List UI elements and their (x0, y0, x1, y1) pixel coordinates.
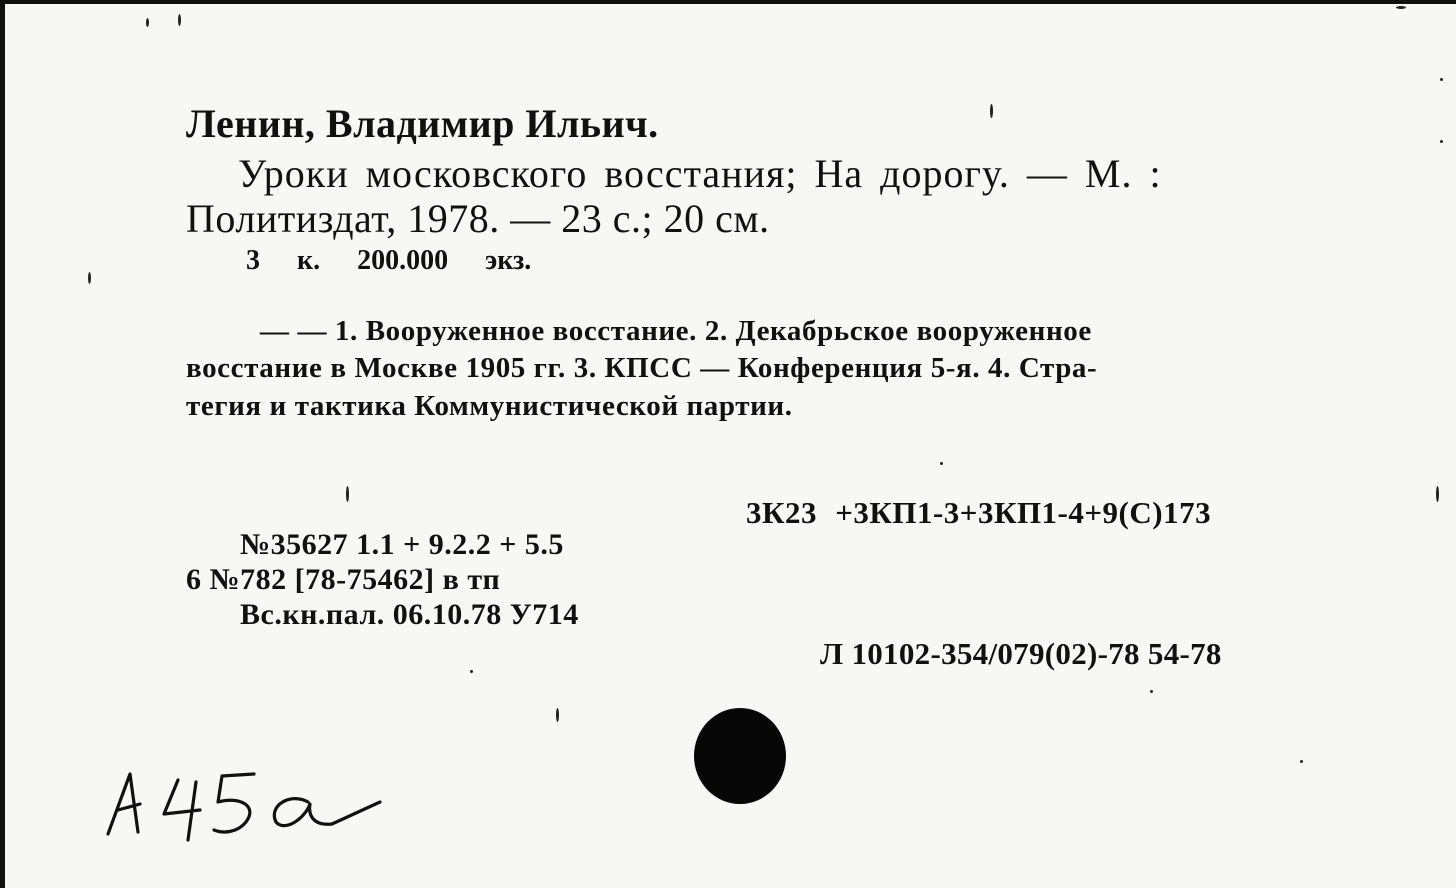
paper-speck (178, 14, 181, 26)
card-top-edge (0, 0, 1456, 4)
paper-speck (1396, 6, 1406, 9)
subject-line-2: восстание в Москве 1905 гг. 3. КПСС — Конференция 5-я. 4. Стра- (186, 352, 1098, 384)
title-line-1: Уроки московского восстания; На дорогу. — М. : (238, 151, 1162, 196)
paper-speck (1440, 78, 1443, 81)
paper-speck (470, 670, 473, 673)
paper-speck (346, 486, 349, 502)
paper-speck (88, 272, 91, 284)
title-line-2: Политиздат, 1978. — 23 с.; 20 см. (186, 196, 770, 241)
record-number-line: №35627 1.1 + 9.2.2 + 5.5 (240, 528, 564, 561)
paper-speck (556, 708, 559, 722)
classification-index: 3К23 +3КП1-3+3КП1-4+9(С)173 (746, 495, 1212, 530)
paper-speck (146, 18, 149, 27)
author-heading: Ленин, Владимир Ильич. (186, 101, 659, 146)
paper-speck (1150, 690, 1153, 693)
paper-speck (1440, 140, 1443, 143)
price-print-run: 3 к. 200.000 экз. (246, 245, 532, 276)
paper-speck (940, 462, 943, 465)
punch-hole (694, 708, 786, 804)
handwritten-shelf-mark (100, 762, 400, 852)
registry-line: 6 №782 [78-75462] в тп (186, 563, 501, 596)
l-code-line: Л 10102-354/079(02)-78 54-78 (820, 636, 1222, 671)
paper-speck (990, 104, 993, 118)
chamber-date-line: Вс.кн.пал. 06.10.78 У714 (240, 598, 579, 631)
paper-speck (1436, 486, 1439, 502)
card-left-edge (0, 0, 5, 888)
subject-line-3: тегия и тактика Коммунистической партии. (186, 390, 793, 422)
paper-speck (1300, 760, 1303, 763)
subject-line-1: — — 1. Вооруженное восстание. 2. Декабрьское вооруженное (260, 315, 1092, 347)
